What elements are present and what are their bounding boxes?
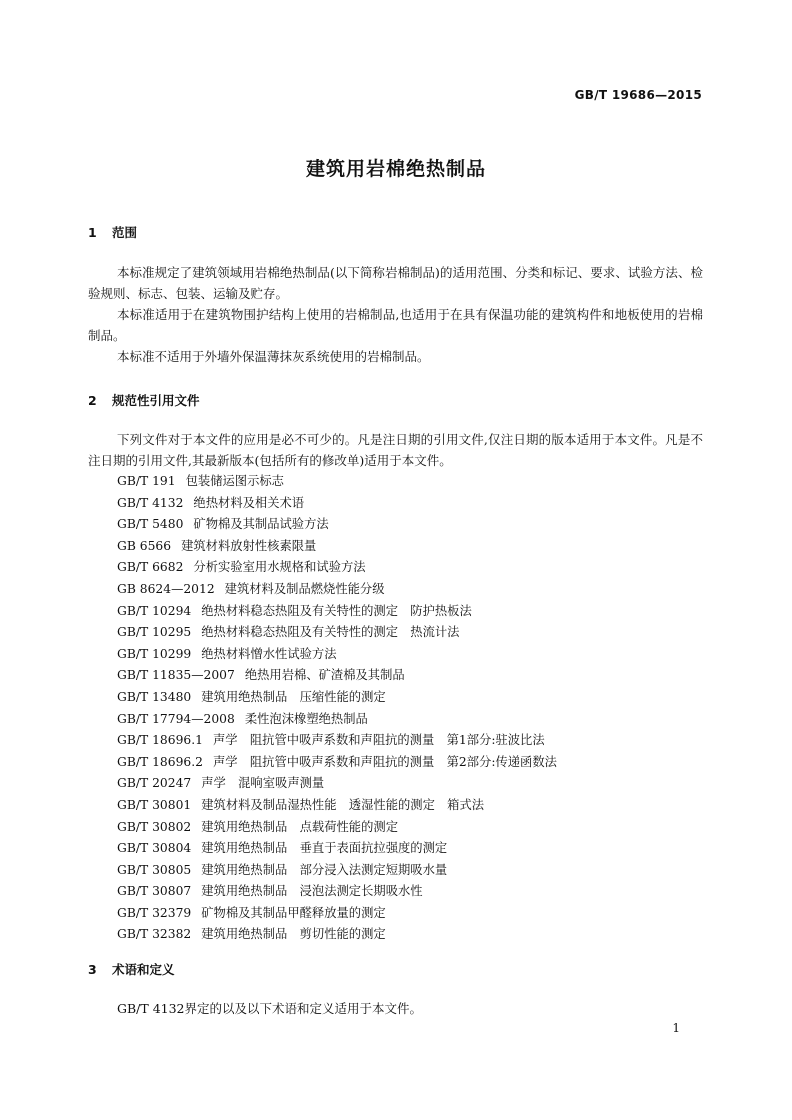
reference-title: 声学 阻抗管中吸声系数和声阻抗的测量 第1部分:驻波比法 xyxy=(212,733,545,748)
reference-code: GB/T 6682 xyxy=(117,560,184,575)
reference-title: 建筑材料及制品燃烧性能分级 xyxy=(224,581,385,596)
reference-title: 建筑用绝热制品 点载荷性能的测定 xyxy=(201,819,398,834)
reference-title: 建筑用绝热制品 部分浸入法测定短期吸水量 xyxy=(201,862,448,877)
reference-item xyxy=(117,773,557,795)
reference-code: GB/T 191 xyxy=(117,474,176,488)
section-1-heading xyxy=(88,223,137,241)
scope-paragraph-1: 本标准规定了建筑领域用岩棉绝热制品(以下简称岩棉制品)的适用范围、分类和标记、要求、试验方法、检验规则、标志、包装、运输及贮存。 xyxy=(88,265,703,301)
reference-code: GB/T 30801 xyxy=(117,797,192,812)
reference-item xyxy=(117,665,557,687)
reference-title: 包装储运图示标志 xyxy=(185,474,284,488)
reference-item xyxy=(117,622,557,644)
reference-title: 声学 混响室吸声测量 xyxy=(201,776,325,791)
section-number: 1 xyxy=(88,225,97,240)
reference-title: 柔性泡沫橡塑绝热制品 xyxy=(244,711,368,726)
reference-title: 绝热材料憎水性试验方法 xyxy=(201,646,337,661)
reference-code: GB/T 30805 xyxy=(117,862,192,877)
reference-item xyxy=(117,924,557,946)
reference-item xyxy=(117,471,557,493)
reference-title: 分析实验室用水规格和试验方法 xyxy=(193,560,366,575)
reference-code: GB/T 32382 xyxy=(117,927,192,942)
reference-item xyxy=(117,687,557,709)
reference-title: 建筑用绝热制品 剪切性能的测定 xyxy=(201,927,386,942)
reference-code: GB/T 18696.1 xyxy=(117,733,203,748)
reference-title: 声学 阻抗管中吸声系数和声阻抗的测量 第2部分:传递函数法 xyxy=(212,754,557,769)
reference-title: 建筑材料及制品湿热性能 透湿性能的测定 箱式法 xyxy=(201,797,485,812)
reference-code: GB 8624—2012 xyxy=(117,581,215,596)
reference-code: GB/T 10299 xyxy=(117,646,192,661)
reference-item xyxy=(117,838,557,860)
reference-title: 建筑用绝热制品 垂直于表面抗拉强度的测定 xyxy=(201,841,448,856)
reference-title: 绝热材料及相关术语 xyxy=(193,495,305,510)
reference-code: GB/T 17794—2008 xyxy=(117,711,235,726)
reference-item xyxy=(117,730,557,752)
reference-code: GB/T 20247 xyxy=(117,776,192,791)
reference-item xyxy=(117,860,557,882)
reference-code: GB/T 11835—2007 xyxy=(117,668,235,683)
section-title: 规范性引用文件 xyxy=(112,393,200,408)
reference-code: GB/T 13480 xyxy=(117,689,192,704)
reference-code: GB/T 4132 xyxy=(117,495,184,510)
reference-code: GB/T 32379 xyxy=(117,905,192,920)
reference-title: 矿物棉及其制品试验方法 xyxy=(193,517,329,532)
reference-item xyxy=(117,514,557,536)
reference-item xyxy=(117,817,557,839)
reference-item xyxy=(117,579,557,601)
reference-title: 矿物棉及其制品甲醛释放量的测定 xyxy=(201,905,386,920)
section-title: 范围 xyxy=(112,225,138,240)
reference-code: GB/T 10295 xyxy=(117,625,192,640)
section-number: 3 xyxy=(88,962,97,977)
reference-title: 建筑用绝热制品 压缩性能的测定 xyxy=(201,689,386,704)
reference-code: GB/T 10294 xyxy=(117,603,192,618)
references-intro-paragraph: 下列文件对于本文件的应用是必不可少的。凡是注日期的引用文件,仅注日期的版本适用于本文件。凡是不注日期的引用文件,其最新版本(包括所有的修改单)适用于本文件。 xyxy=(88,432,703,468)
reference-item xyxy=(117,881,557,903)
reference-code: GB 6566 xyxy=(117,538,172,553)
reference-item xyxy=(117,644,557,666)
reference-item xyxy=(117,795,557,817)
terms-intro-paragraph: GB/T 4132界定的以及以下术语和定义适用于本文件。 xyxy=(117,1001,423,1016)
reference-item xyxy=(117,536,557,558)
section-2-heading xyxy=(88,391,200,409)
reference-code: GB/T 30804 xyxy=(117,841,192,856)
scope-paragraph-2: 本标准适用于在建筑物围护结构上使用的岩棉制品,也适用于在具有保温功能的建筑构件和地板使用的岩棉制品。 xyxy=(88,307,703,343)
reference-title: 绝热用岩棉、矿渣棉及其制品 xyxy=(244,668,405,683)
section-number: 2 xyxy=(88,393,97,408)
reference-item xyxy=(117,557,557,579)
scope-paragraph-3: 本标准不适用于外墙外保温薄抹灰系统使用的岩棉制品。 xyxy=(117,349,430,364)
normative-references-list xyxy=(117,471,557,946)
reference-title: 绝热材料稳态热阻及有关特性的测定 防护热板法 xyxy=(201,603,472,618)
reference-item xyxy=(117,601,557,623)
reference-code: GB/T 30807 xyxy=(117,884,192,899)
reference-item xyxy=(117,903,557,925)
reference-item xyxy=(117,493,557,515)
section-title: 术语和定义 xyxy=(112,962,175,977)
standard-code: GB/T 19686—2015 xyxy=(574,88,702,102)
section-3-heading xyxy=(88,960,175,978)
reference-code: GB/T 18696.2 xyxy=(117,754,203,769)
document-title: 建筑用岩棉绝热制品 xyxy=(305,158,486,180)
reference-title: 建筑材料放射性核素限量 xyxy=(181,538,317,553)
reference-code: GB/T 5480 xyxy=(117,517,184,532)
reference-title: 建筑用绝热制品 浸泡法测定长期吸水性 xyxy=(201,884,423,899)
reference-item xyxy=(117,709,557,731)
reference-title: 绝热材料稳态热阻及有关特性的测定 热流计法 xyxy=(201,625,460,640)
page-number: 1 xyxy=(672,1021,680,1035)
reference-code: GB/T 30802 xyxy=(117,819,192,834)
reference-item xyxy=(117,752,557,774)
